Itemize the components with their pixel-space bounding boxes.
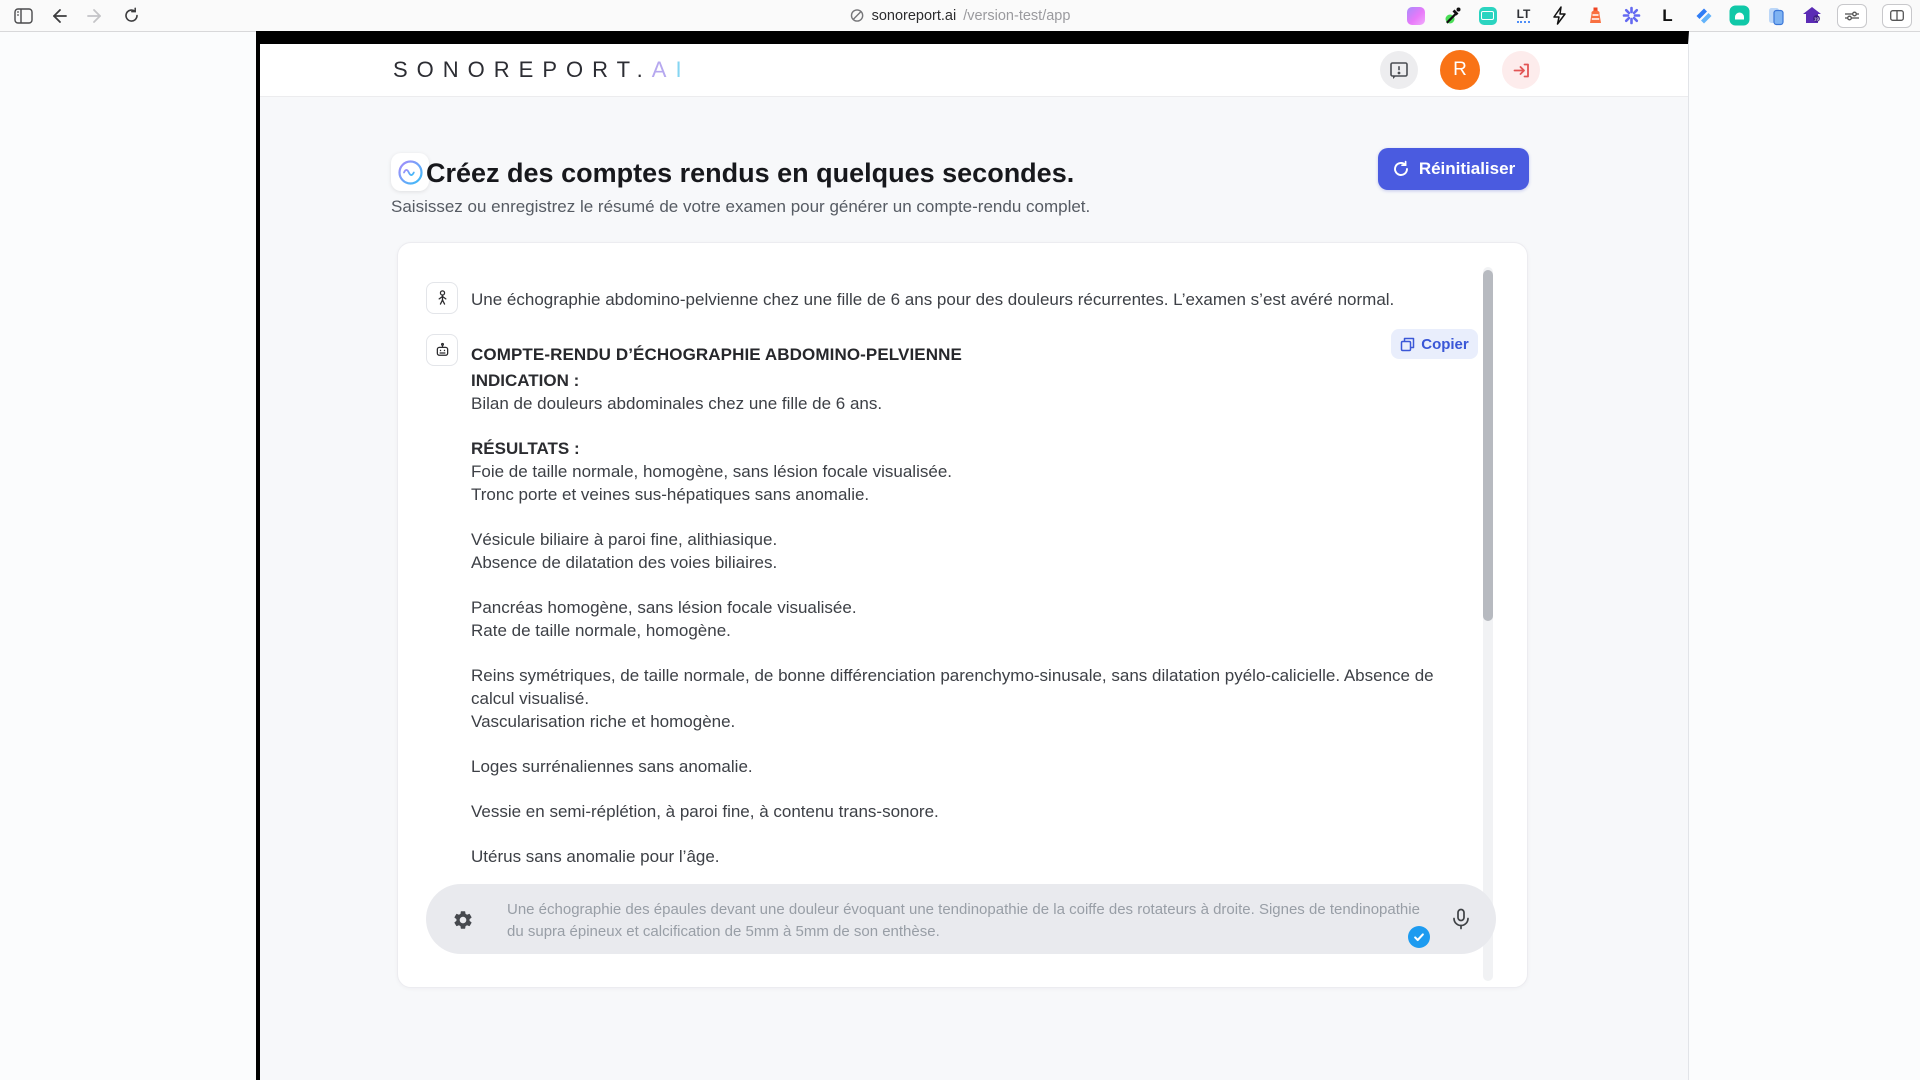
report-line: Pancréas homogène, sans lésion focale visualisée. [471, 598, 857, 617]
reset-button-label: Réinitialiser [1418, 159, 1516, 178]
report-line: Bilan de douleurs abdominales chez une fille de 6 ans. [471, 394, 883, 413]
report-title: COMPTE-RENDU D’ÉCHOGRAPHIE ABDOMINO-PELVIENNE [471, 345, 962, 364]
forward-icon[interactable] [84, 5, 106, 27]
logout-button[interactable] [1502, 51, 1540, 89]
refresh-icon [1392, 160, 1410, 178]
scrollbar-thumb[interactable] [1483, 270, 1493, 621]
user-message-icon-box [426, 282, 458, 314]
blue-diamond-extension-icon[interactable] [1693, 5, 1714, 26]
url-path: /version-test/app [963, 7, 1071, 24]
purple-burst-extension-icon[interactable] [1621, 5, 1642, 26]
report-paragraph [471, 528, 1471, 574]
report-paragraph [471, 845, 1471, 868]
avatar-initial: R [1453, 59, 1467, 80]
report-line: Utérus sans anomalie pour l’âge. [471, 847, 720, 866]
report-section-heading: INDICATION : [471, 371, 580, 390]
extensions-row [1405, 0, 1912, 31]
browser-toolbar [0, 0, 1920, 32]
soundwave-logo-icon [397, 159, 424, 186]
logo-main: SONOREPORT. [393, 57, 652, 82]
copy-button[interactable] [1391, 329, 1478, 359]
report-paragraph [471, 664, 1471, 733]
app-logo-badge [391, 153, 429, 191]
report-body [471, 369, 1471, 890]
purple-house-extension-icon[interactable] [1801, 5, 1822, 26]
report-paragraph [471, 369, 1471, 415]
sidebar-toggle-icon[interactable] [12, 5, 34, 27]
svg-text:19: 19 [1813, 16, 1819, 22]
logo-letter-i: I [675, 57, 691, 82]
confirm-check-button[interactable] [1408, 926, 1430, 948]
url-host: sonoreport.ai [871, 7, 957, 24]
report-paragraph [471, 437, 1471, 506]
purple-gradient-extension-icon[interactable] [1405, 5, 1426, 26]
app-logo[interactable] [393, 44, 691, 96]
composer-bar[interactable] [426, 884, 1496, 954]
page-subtitle: Saisissez ou enregistrez le résumé de votre examen pour générer un compte-rendu complet. [391, 197, 1091, 216]
feedback-bubble-icon [1389, 61, 1409, 80]
reload-icon[interactable] [120, 5, 142, 27]
logo-letter-a: A [651, 57, 676, 82]
child-patient-icon [433, 289, 452, 308]
user-message: Une échographie abdomino-pelvienne chez une fille de 6 ans pour des douleurs récurrentes. L’examen s’est avéré normal. [471, 290, 1395, 309]
report-line: Tronc porte et veines sus-hépatiques sans anomalie. [471, 485, 870, 504]
app-frame [256, 31, 1689, 1080]
languagetool-extension-icon[interactable]: LT [1516, 7, 1531, 21]
page-title: Créez des comptes rendus en quelques secondes. [426, 158, 1075, 188]
assistant-message-icon-box [426, 334, 458, 366]
report-line: Absence de dilatation des voies biliaires. [471, 553, 778, 572]
report-paragraph [471, 596, 1471, 642]
robot-icon [433, 341, 452, 360]
check-icon [1413, 931, 1425, 943]
lighthouse-extension-icon[interactable] [1585, 5, 1606, 26]
back-icon[interactable] [48, 5, 70, 27]
letter-l-extension-icon[interactable]: L [1662, 6, 1673, 25]
copy-icon [1400, 337, 1415, 352]
report-paragraph [471, 755, 1471, 778]
address-bar[interactable] [850, 0, 1071, 31]
lightning-extension-icon[interactable] [1549, 5, 1570, 26]
report-line: Vésicule biliaire à paroi fine, alithiasique. [471, 530, 778, 549]
microphone-button[interactable] [1449, 907, 1473, 931]
teal-arch-extension-icon[interactable] [1729, 5, 1750, 26]
settings-gear-icon[interactable] [452, 909, 474, 931]
browser-nav-buttons [0, 5, 142, 27]
logout-icon [1512, 61, 1531, 80]
report-section-heading: RÉSULTATS : [471, 439, 580, 458]
report-line: Vascularisation riche et homogène. [471, 712, 736, 731]
feedback-button[interactable] [1380, 51, 1418, 89]
app-header [260, 44, 1688, 97]
report-line: Loges surrénaliennes sans anomalie. [471, 757, 753, 776]
reset-button[interactable] [1378, 148, 1529, 190]
report-line: Vessie en semi-réplétion, à paroi fine, à contenu trans-sonore. [471, 802, 939, 821]
conversation-card [397, 242, 1528, 988]
copy-button-label: Copier [1421, 335, 1469, 353]
toolbar-settings-button[interactable] [1837, 4, 1867, 28]
split-view-button[interactable] [1882, 4, 1912, 28]
link-icon [850, 8, 865, 23]
teal-keyboard-extension-icon[interactable] [1477, 5, 1498, 26]
blue-copy-extension-icon[interactable] [1765, 5, 1786, 26]
report-line: Reins symétriques, de taille normale, de bonne différenciation parenchymo-sinusale, sans dilatation pyélo-calicielle. Absence de calcul visualisé. [471, 666, 1434, 708]
composer-input[interactable]: Une échographie des épaules devant une douleur évoquant une tendinopathie de la coiffe des rotateurs à droite. Signes de tendinopathie du supra épineux et calcification de 5mm à 5mm de son enthèse. [507, 901, 1420, 940]
avatar[interactable] [1440, 50, 1480, 90]
report-paragraph [471, 800, 1471, 823]
report-line: Rate de taille normale, homogène. [471, 621, 731, 640]
report-line: Foie de taille normale, homogène, sans lésion focale visualisée. [471, 462, 952, 481]
eyedropper-extension-icon[interactable] [1441, 5, 1462, 26]
